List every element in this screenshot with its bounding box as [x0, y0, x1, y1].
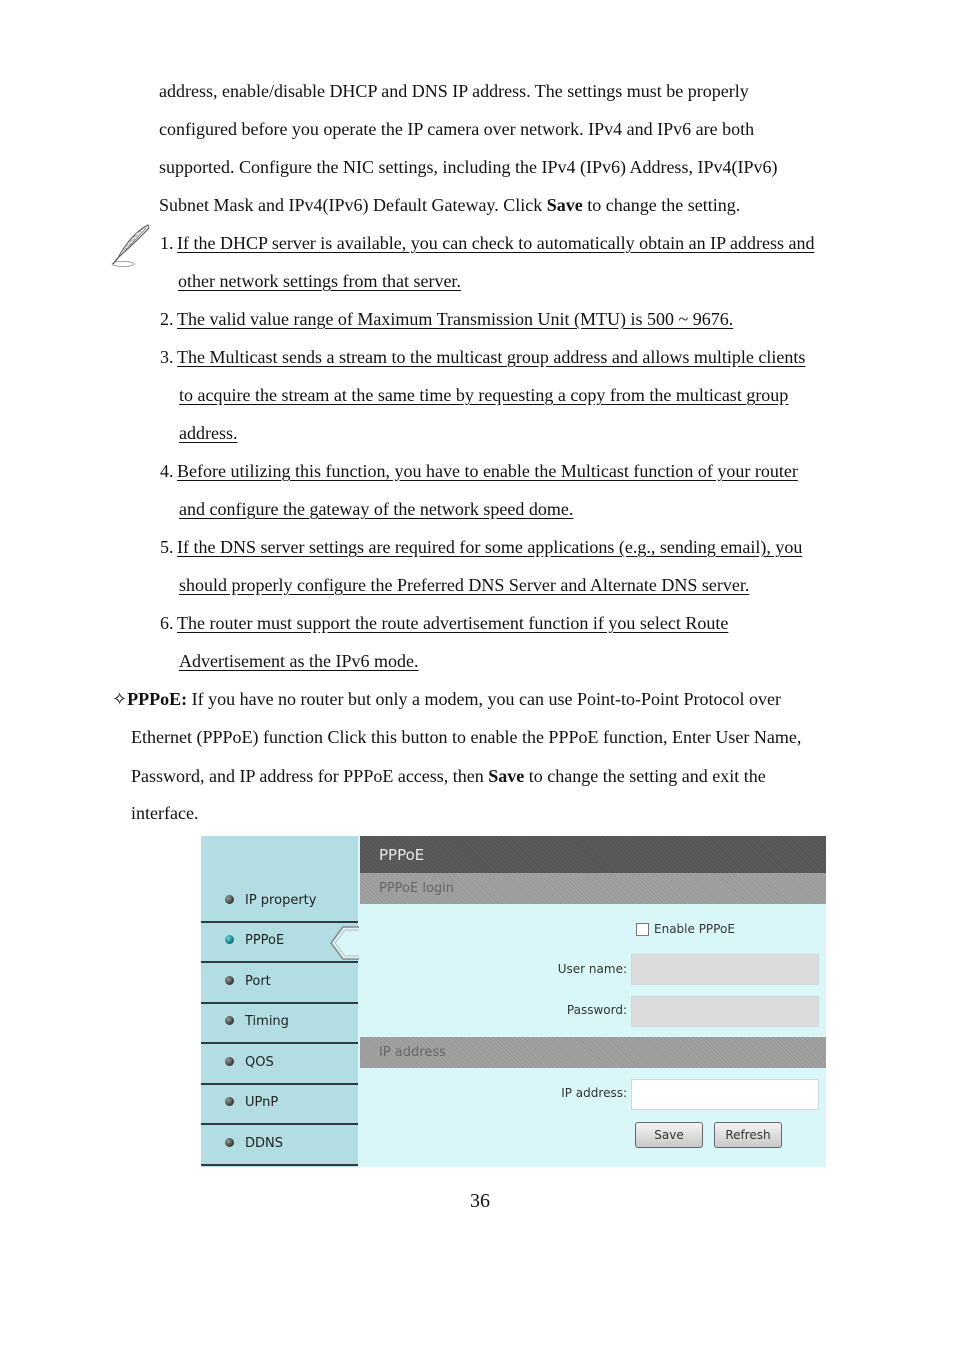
body-line: address, enable/disable DHCP and DNS IP address. The settings must be properly	[159, 81, 749, 101]
radio-dot-icon	[225, 895, 234, 904]
pppoe-term: PPPoE:	[127, 689, 188, 709]
body-text: to change the setting and exit the	[524, 766, 766, 786]
sidebar-item-label: Timing	[245, 1014, 289, 1029]
note-number: 3.	[160, 347, 174, 367]
body-line: supported. Configure the NIC settings, including the IPv4 (IPv6) Address, IPv4(IPv6)	[159, 157, 778, 177]
note-line: address.	[179, 423, 238, 443]
panel-title: PPPoE	[379, 846, 425, 864]
pppoe-para-line	[112, 688, 781, 710]
sidebar-item-timing[interactable]	[201, 1004, 358, 1044]
sidebar-item-label: DDNS	[245, 1136, 283, 1151]
ip-address-input[interactable]	[631, 1079, 819, 1110]
body-text: If you have no router but only a modem, you can use Point-to-Point Protocol over	[187, 689, 781, 709]
sidebar-item-label: UPnP	[245, 1095, 279, 1110]
sidebar-item-ddns[interactable]	[201, 1126, 358, 1166]
password-input[interactable]	[631, 996, 819, 1027]
note-line: If the DHCP server is available, you can check to automatically obtain an IP address and	[177, 233, 815, 253]
save-term: Save	[546, 195, 583, 215]
user-name-input[interactable]	[631, 954, 819, 985]
radio-dot-icon	[225, 1097, 234, 1106]
body-line: configured before you operate the IP camera over network. IPv4 and IPv6 are both	[159, 119, 755, 139]
feather-pen-icon	[108, 222, 154, 268]
section-title: PPPoE login	[379, 881, 455, 896]
section-header-ip-address	[360, 1037, 826, 1068]
pppoe-settings-screenshot	[201, 836, 826, 1167]
body-text: Password, and IP address for PPPoE access, then	[131, 766, 489, 786]
sidebar-item-label: PPPoE	[245, 933, 285, 948]
settings-main-panel	[360, 836, 826, 1167]
sidebar-item-qos[interactable]	[201, 1045, 358, 1085]
note-line: other network settings from that server.	[178, 271, 461, 291]
sidebar-item-port[interactable]	[201, 964, 358, 1004]
refresh-button[interactable]: Refresh	[714, 1122, 782, 1148]
note-number: 6.	[160, 613, 174, 633]
note-number: 1.	[160, 233, 174, 253]
enable-pppoe-checkbox[interactable]	[636, 923, 649, 936]
sidebar-item-upnp[interactable]	[201, 1085, 358, 1125]
radio-dot-icon	[225, 1138, 234, 1147]
radio-dot-icon	[225, 976, 234, 985]
ip-address-label: IP address:	[561, 1086, 627, 1100]
note-line: should properly configure the Preferred DNS Server and Alternate DNS server.	[179, 575, 750, 595]
section-title: IP address	[379, 1045, 446, 1060]
pppoe-para-line: Ethernet (PPPoE) function Click this button to enable the PPPoE function, Enter User Name,	[131, 727, 802, 747]
note-line: to acquire the stream at the same time by requesting a copy from the multicast group	[179, 385, 789, 405]
radio-dot-icon	[225, 935, 234, 944]
body-text: to change the setting.	[582, 195, 741, 215]
note-number: 2.	[160, 309, 174, 329]
note-line: The Multicast sends a stream to the multicast group address and allows multiple clients	[177, 347, 806, 367]
note-line: If the DNS server settings are required for some applications (e.g., sending email), you	[177, 537, 803, 557]
sidebar-item-label: Port	[245, 974, 271, 989]
enable-pppoe-label: Enable PPPoE	[654, 922, 735, 936]
save-term: Save	[488, 766, 525, 786]
password-label: Password:	[566, 1003, 627, 1017]
body-line	[159, 194, 740, 216]
body-text: Subnet Mask and IPv4(IPv6) Default Gateway. Click	[159, 195, 547, 215]
page-number: 36	[470, 1190, 490, 1212]
panel-title-bar	[360, 836, 826, 873]
pppoe-para-line	[131, 765, 766, 787]
sidebar-item-label: QOS	[245, 1055, 274, 1070]
sidebar-item-ip-property[interactable]	[201, 883, 358, 923]
note-line: Advertisement as the IPv6 mode.	[179, 651, 419, 671]
note-number: 5.	[160, 537, 174, 557]
active-pointer-icon	[329, 925, 359, 961]
user-name-label: User name:	[557, 962, 627, 976]
settings-sidebar	[201, 836, 358, 1167]
note-line: The router must support the route advertisement function if you select Route	[177, 613, 729, 633]
diamond-bullet-icon: ✧	[112, 689, 128, 709]
pppoe-para-line: interface.	[131, 803, 199, 823]
sidebar-item-label: IP property	[245, 893, 317, 908]
radio-dot-icon	[225, 1016, 234, 1025]
section-header-pppoe-login	[360, 873, 826, 904]
note-line: and configure the gateway of the network speed dome.	[179, 499, 574, 519]
note-line: Before utilizing this function, you have to enable the Multicast function of your router	[177, 461, 798, 481]
save-button[interactable]: Save	[635, 1122, 703, 1148]
note-number: 4.	[160, 461, 174, 481]
note-line: The valid value range of Maximum Transmission Unit (MTU) is 500 ~ 9676.	[177, 309, 734, 329]
radio-dot-icon	[225, 1057, 234, 1066]
